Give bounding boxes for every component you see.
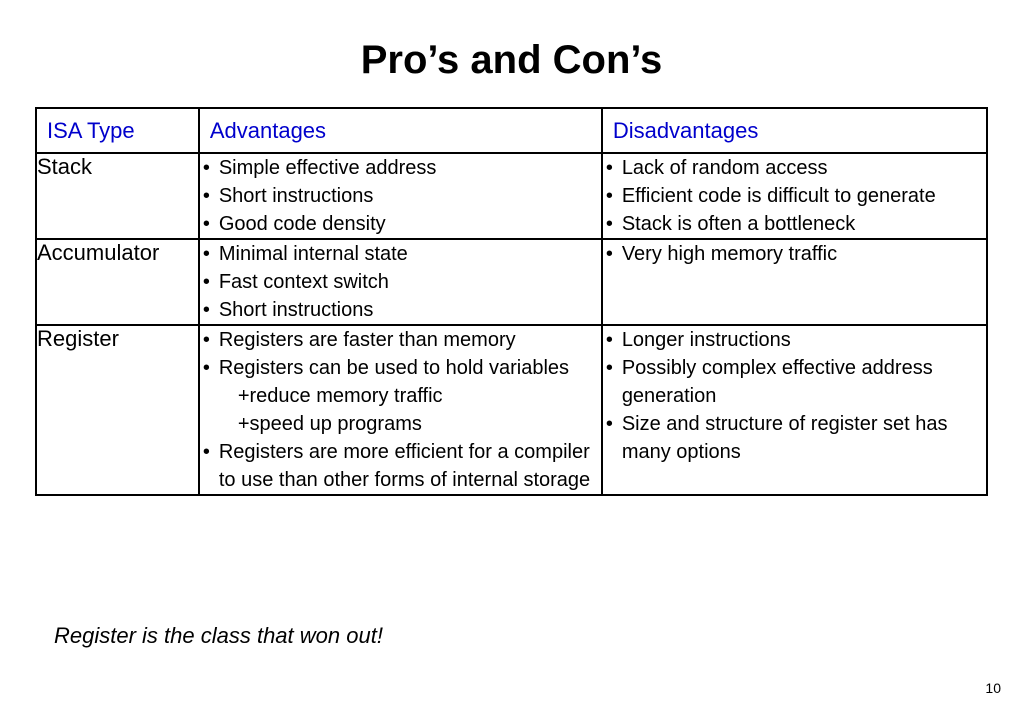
disadvantages-cell (602, 153, 987, 239)
table-row (36, 239, 987, 325)
bullet-icon: • (605, 329, 613, 351)
table-header-row (36, 108, 987, 153)
bullet-icon: • (202, 243, 210, 265)
bullet-icon: • (202, 157, 210, 179)
list-item: • Possibly complex effective address generation (603, 354, 986, 410)
advantages-cell (199, 239, 602, 325)
sub-list-item: +reduce memory traffic (237, 385, 443, 407)
list-item: • Registers can be used to hold variables (200, 354, 601, 382)
list-item: • Simple effective address (200, 154, 601, 182)
header-isa-type: ISA Type (36, 108, 199, 153)
header-disadvantages: Disadvantages (602, 108, 987, 153)
header-advantages: Advantages (199, 108, 602, 153)
bullet-icon: • (605, 413, 613, 435)
slide-title: Pro’s and Con’s (360, 38, 663, 82)
list-item: • Minimal internal state (200, 240, 601, 268)
page-number: 10 (985, 680, 1001, 696)
list-item: • Registers are faster than memory (200, 326, 601, 354)
list-item: • Short instructions (200, 296, 601, 324)
list-item: • Lack of random access (603, 154, 986, 182)
table-row (36, 325, 987, 495)
bullet-icon: • (605, 357, 613, 379)
list-item: • Longer instructions (603, 326, 986, 354)
bullet-icon: • (202, 357, 210, 379)
bullet-icon: • (202, 441, 210, 463)
list-item: • Efficient code is difficult to generate (603, 182, 986, 210)
bullet-icon: • (605, 213, 613, 235)
bullet-icon: • (202, 213, 210, 235)
isa-type-cell: Register (36, 325, 199, 495)
disadvantages-cell (602, 325, 987, 495)
bullet-icon: • (605, 243, 613, 265)
list-item: • Good code density (200, 210, 601, 238)
bullet-icon: • (202, 299, 210, 321)
list-item: • Stack is often a bottleneck (603, 210, 986, 238)
advantages-cell (199, 325, 602, 495)
list-item: • Very high memory traffic (603, 240, 986, 268)
sub-list-item: +speed up programs (237, 413, 422, 435)
bullet-icon: • (202, 329, 210, 351)
footnote: Register is the class that won out! (54, 623, 383, 648)
disadvantages-cell (602, 239, 987, 325)
list-item: • Registers are more efficient for a compiler to use than other forms of internal storage (200, 438, 601, 494)
list-item: • Size and structure of register set has many options (603, 410, 986, 466)
bullet-icon: • (202, 185, 210, 207)
bullet-icon: • (202, 271, 210, 293)
table-row (36, 153, 987, 239)
isa-type-cell: Accumulator (36, 239, 199, 325)
isa-comparison-table (35, 107, 988, 496)
advantages-cell (199, 153, 602, 239)
list-item: • Fast context switch (200, 268, 601, 296)
bullet-icon: • (605, 157, 613, 179)
bullet-icon: • (605, 185, 613, 207)
list-item: • Short instructions (200, 182, 601, 210)
isa-type-cell: Stack (36, 153, 199, 239)
